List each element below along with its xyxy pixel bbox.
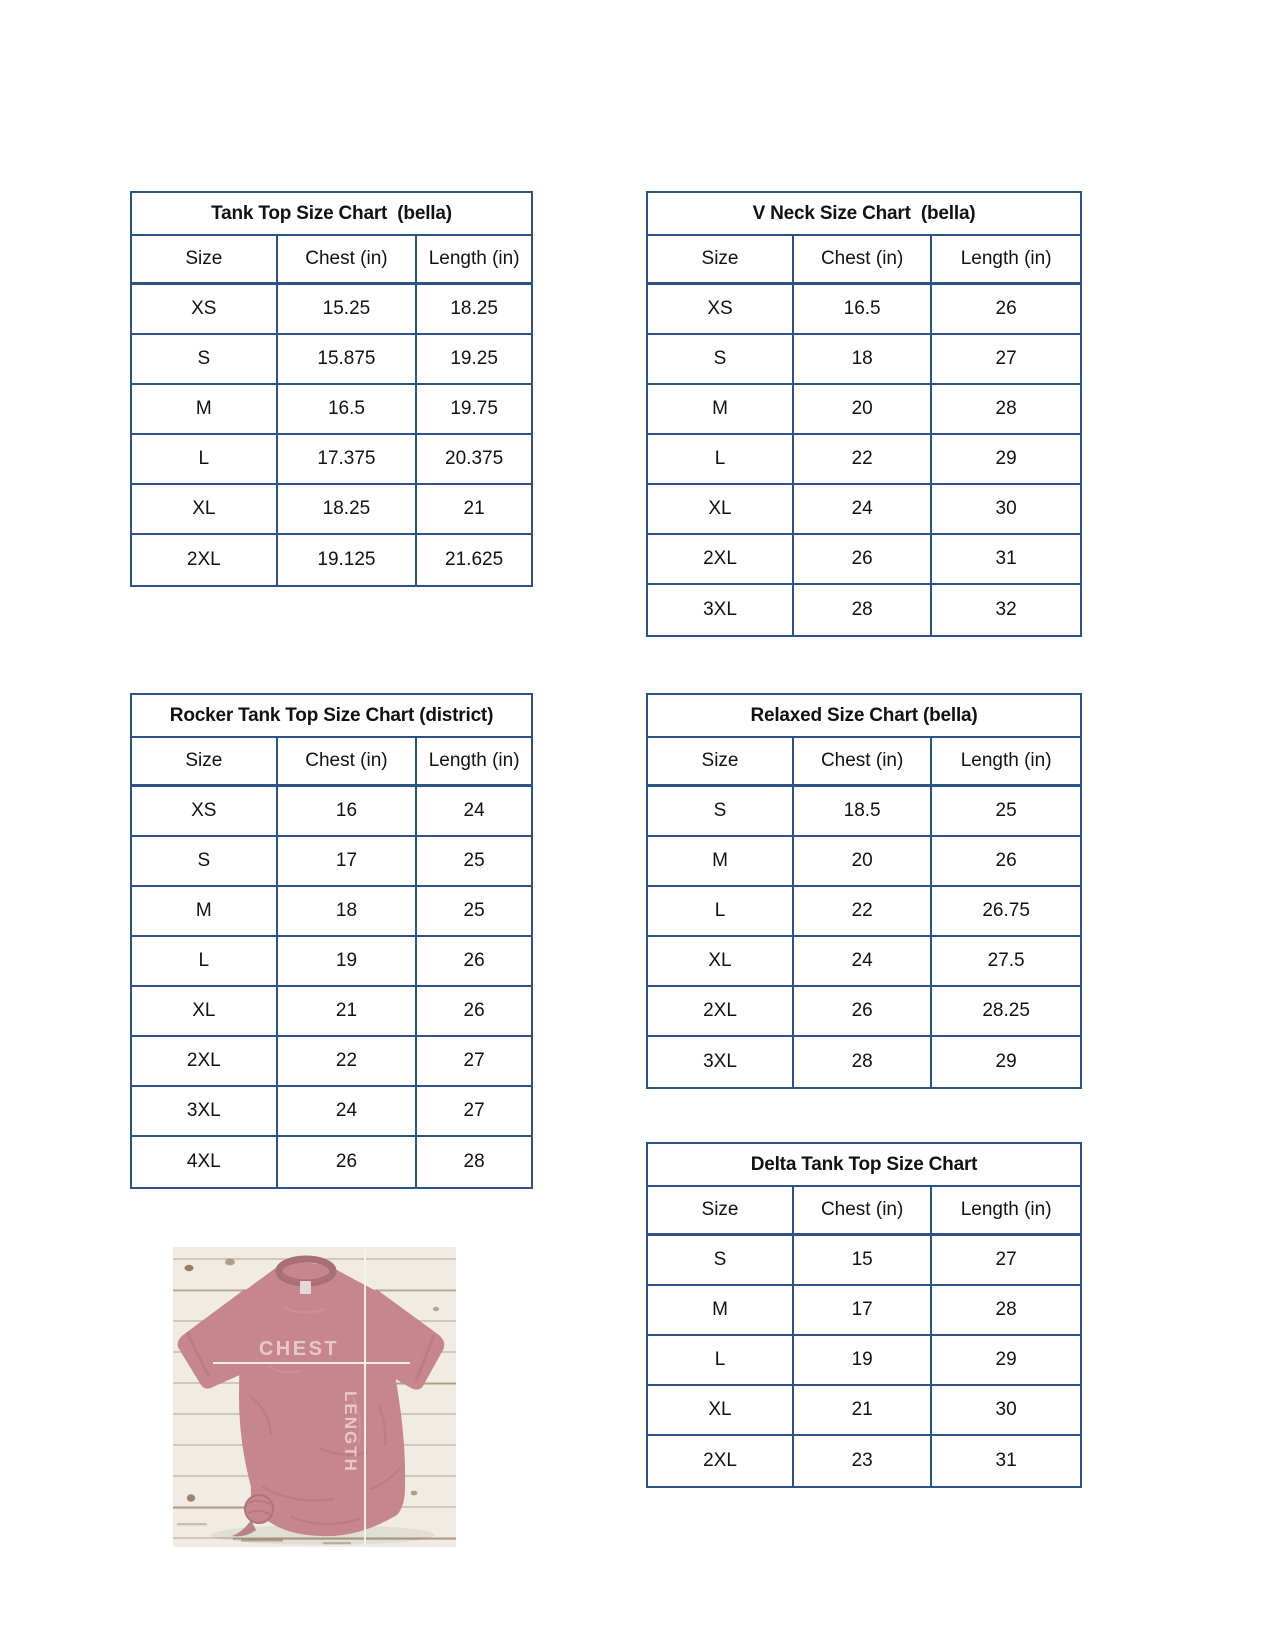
table-cell: 26 [995,298,1017,319]
table-cell: 19.25 [450,348,498,369]
table-cell: 2XL [132,535,278,585]
table-v-neck-size-chart [646,191,1082,637]
table-cell: M [132,887,278,935]
table-cell: 25 [463,850,485,871]
table-cell: 2XL [648,987,794,1035]
collar-tag [300,1281,311,1294]
table-cell: 3XL [648,1037,794,1087]
table-cell: 2XL [648,535,794,583]
table-row [132,485,531,535]
table-row [132,837,531,887]
table-title: Tank Top Size Chart (bella) [132,193,531,236]
table-title: Relaxed Size Chart (bella) [648,695,1080,738]
table-cell: XS [132,787,278,835]
table-relaxed-size-chart [646,693,1082,1089]
table-cell: 30 [995,498,1017,519]
table-row [132,1087,531,1137]
column-header: Chest (in) [794,236,932,282]
table-row [132,285,531,335]
table-cell: S [648,1236,794,1284]
table-row [648,1336,1080,1386]
table-cell: 2XL [648,1436,794,1486]
table-cell: 26 [278,1137,418,1187]
table-row [132,887,531,937]
table-cell: 29 [995,1051,1017,1072]
table-cell: 16.5 [794,285,932,333]
table-cell: L [132,937,278,985]
table-cell: 24 [278,1087,418,1135]
column-header: Size [132,738,278,784]
table-cell: 23 [794,1436,932,1486]
column-header: Length (in) [428,750,520,771]
table-row [648,285,1080,335]
table-cell: 17 [278,837,418,885]
column-header: Chest (in) [278,738,418,784]
table-rocker-tank-top-size-chart [130,693,533,1189]
table-title: V Neck Size Chart (bella) [648,193,1080,236]
column-header: Length (in) [960,750,1052,771]
table-cell: 22 [794,435,932,483]
table-cell: 20 [794,385,932,433]
table-cell: S [648,787,794,835]
table-cell: 21.625 [445,549,504,570]
table-cell: 28 [995,398,1017,419]
table-cell: L [132,435,278,483]
table-cell: XL [132,485,278,533]
table-cell: 18 [794,335,932,383]
table-delta-tank-top-size-chart [646,1142,1082,1488]
table-row [132,435,531,485]
chest-label: CHEST [258,1338,340,1360]
column-header: Size [648,1187,794,1233]
header-row [648,1187,1080,1236]
table-row [132,1037,531,1087]
table-cell: XS [132,285,278,333]
table-cell: 27.5 [987,950,1025,971]
table-cell: L [648,435,794,483]
table-row [648,1236,1080,1286]
header-row [132,738,531,787]
table-row [648,1436,1080,1486]
table-cell: 16.5 [278,385,418,433]
table-cell: 26 [995,850,1017,871]
table-cell: XL [132,987,278,1035]
table-cell: 21 [463,498,485,519]
table-cell: M [648,385,794,433]
table-cell: 17.375 [278,435,418,483]
table-body [648,236,1080,635]
table-cell: 29 [995,1349,1017,1370]
table-row [648,987,1080,1037]
table-cell: 31 [995,1450,1017,1471]
table-row [648,1037,1080,1087]
table-row [648,435,1080,485]
table-cell: 17 [794,1286,932,1334]
table-cell: 26 [794,987,932,1035]
table-row [648,1386,1080,1436]
table-cell: 24 [794,485,932,533]
header-row [648,236,1080,285]
column-header: Size [648,738,794,784]
table-cell: 18.25 [278,485,418,533]
table-row [132,987,531,1037]
table-cell: 19.75 [450,398,498,419]
table-cell: 32 [995,599,1017,620]
column-header: Chest (in) [278,236,418,282]
table-row [132,1137,531,1187]
table-row [648,837,1080,887]
table-cell: 26 [463,950,485,971]
table-body [132,738,531,1187]
table-title: Rocker Tank Top Size Chart (district) [132,695,531,738]
table-cell: 18.5 [794,787,932,835]
table-cell: 21 [278,987,418,1035]
table-cell: 20 [794,837,932,885]
length-label: LENGTH [341,1391,360,1473]
table-cell: 2XL [132,1037,278,1085]
table-cell: 15.25 [278,285,418,333]
table-cell: 19 [794,1336,932,1384]
table-cell: 18.25 [450,298,498,319]
table-row [648,937,1080,987]
table-row [648,887,1080,937]
table-row [132,335,531,385]
tshirt-measurement-photo [173,1247,456,1547]
table-cell: 22 [794,887,932,935]
table-cell: 30 [995,1399,1017,1420]
column-header: Size [132,236,278,282]
table-cell: 27 [995,1249,1017,1270]
table-cell: 28 [995,1299,1017,1320]
table-row [132,937,531,987]
table-row [648,385,1080,435]
column-header: Length (in) [960,1199,1052,1220]
table-cell: 19 [278,937,418,985]
column-header: Length (in) [960,248,1052,269]
column-header: Size [648,236,794,282]
table-row [132,787,531,837]
tshirt-photo-graphic [173,1247,456,1547]
table-cell: 16 [278,787,418,835]
table-cell: 29 [995,448,1017,469]
table-cell: 20.375 [445,448,504,469]
table-row [648,335,1080,385]
table-cell: M [648,837,794,885]
table-body [648,738,1080,1087]
table-cell: 3XL [132,1087,278,1135]
table-cell: 18 [278,887,418,935]
table-body [132,236,531,585]
column-header: Length (in) [428,248,520,269]
table-cell: L [648,1336,794,1384]
table-cell: XL [648,485,794,533]
table-cell: S [648,335,794,383]
table-cell: 31 [995,548,1017,569]
column-header: Chest (in) [794,738,932,784]
table-cell: L [648,887,794,935]
table-row [648,535,1080,585]
table-cell: 28 [794,585,932,635]
table-cell: 21 [794,1386,932,1434]
table-cell: XL [648,937,794,985]
table-row [648,787,1080,837]
table-cell: 22 [278,1037,418,1085]
table-cell: 27 [463,1050,485,1071]
table-cell: 24 [463,800,485,821]
table-cell: 15.875 [278,335,418,383]
table-row [648,1286,1080,1336]
table-cell: 26 [794,535,932,583]
table-tank-top-size-chart [130,191,533,587]
header-row [132,236,531,285]
header-row [648,738,1080,787]
table-cell: S [132,335,278,383]
table-cell: XS [648,285,794,333]
table-row [648,585,1080,635]
table-cell: 15 [794,1236,932,1284]
table-cell: 28 [794,1037,932,1087]
table-cell: XL [648,1386,794,1434]
table-cell: 25 [995,800,1017,821]
table-cell: 28 [463,1151,485,1172]
table-row [132,535,531,585]
table-cell: 27 [463,1100,485,1121]
table-cell: 19.125 [278,535,418,585]
table-row [648,485,1080,535]
table-cell: 26 [463,1000,485,1021]
table-body [648,1187,1080,1486]
table-cell: 24 [794,937,932,985]
table-cell: 3XL [648,585,794,635]
table-cell: 4XL [132,1137,278,1187]
column-header: Chest (in) [794,1187,932,1233]
table-cell: M [648,1286,794,1334]
table-cell: 25 [463,900,485,921]
table-cell: 28.25 [982,1000,1030,1021]
table-cell: M [132,385,278,433]
table-cell: 27 [995,348,1017,369]
table-row [132,385,531,435]
table-title: Delta Tank Top Size Chart [648,1144,1080,1187]
table-cell: 26.75 [982,900,1030,921]
table-cell: S [132,837,278,885]
